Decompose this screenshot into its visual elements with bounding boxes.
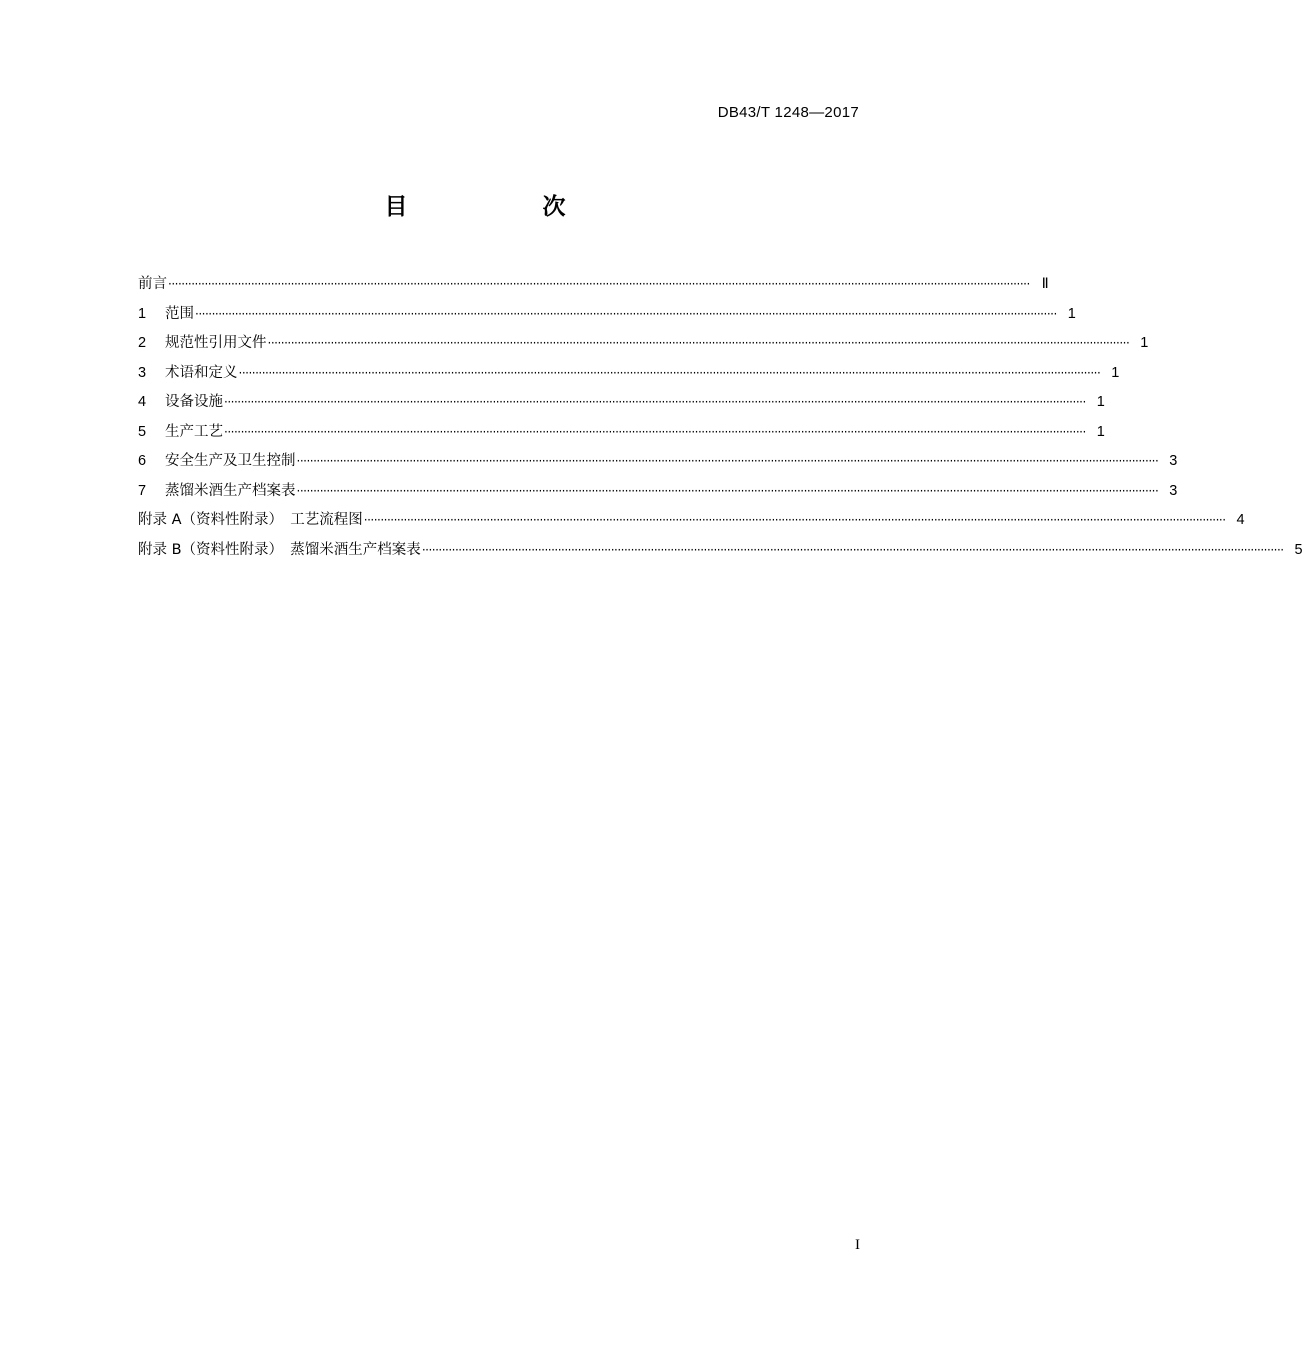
toc-entry-title: 术语和定义 [165, 364, 238, 381]
toc-entry[interactable] [138, 536, 1303, 566]
toc-entry-title: 蒸馏米酒生产档案表 [165, 482, 296, 499]
toc-entry-page: 1 [1111, 364, 1120, 381]
toc-entry[interactable] [138, 506, 1245, 536]
toc-entry-page: 4 [1236, 512, 1245, 528]
toc-entry-page: 1 [1067, 305, 1076, 322]
toc-entry-page: 3 [1169, 453, 1178, 469]
toc-dot-leader: ···································································································································································································································································· [296, 454, 1159, 468]
toc-entry-title: 设备设施 [165, 394, 223, 410]
toc-entry-title: 规范性引用文件 [165, 335, 267, 351]
toc-entry[interactable] [138, 388, 1105, 418]
toc-entry[interactable] [138, 329, 1149, 359]
toc-entry-number: 1 [138, 305, 147, 322]
toc-entry[interactable] [138, 359, 1120, 389]
toc-entry-page: 1 [1096, 394, 1105, 410]
toc-entry-page: Ⅱ [1041, 276, 1049, 292]
table-of-contents [138, 270, 1303, 565]
toc-dot-leader: ···································································································································································································································································· [267, 336, 1130, 350]
toc-dot-leader: ···································································································································································································································································· [421, 542, 1284, 557]
toc-dot-leader: ···································································································································································································································································· [168, 277, 1030, 291]
toc-entry-number: 3 [138, 364, 147, 381]
toc-entry-page: 3 [1169, 482, 1178, 499]
toc-entry[interactable] [138, 418, 1105, 448]
toc-entry-title: 附录 B（资料性附录） 蒸馏米酒生产档案表 [138, 541, 421, 558]
page-number: I [855, 1237, 860, 1253]
toc-entry-title: 前言 [138, 276, 167, 292]
toc-entry-number: 6 [138, 453, 147, 469]
toc-entry-page: 1 [1096, 423, 1105, 440]
toc-entry-number: 7 [138, 482, 147, 499]
toc-entry-number: 2 [138, 335, 147, 351]
toc-dot-leader: ···································································································································································································································································· [224, 395, 1086, 409]
toc-entry[interactable] [138, 300, 1076, 330]
toc-dot-leader: ···································································································································································································································································· [363, 513, 1226, 527]
toc-entry-page: 1 [1140, 335, 1149, 351]
standard-code: DB43/T 1248—2017 [717, 104, 859, 121]
toc-entry-title: 生产工艺 [165, 423, 223, 440]
toc-dot-leader: ···································································································································································································································································· [224, 424, 1086, 439]
toc-entry-title: 安全生产及卫生控制 [165, 453, 296, 469]
toc-entry-number: 4 [138, 394, 147, 410]
toc-dot-leader: ···································································································································································································································································· [195, 306, 1057, 321]
toc-entry-number: 5 [138, 423, 147, 440]
toc-dot-leader: ···································································································································································································································································· [238, 365, 1101, 380]
toc-entry[interactable] [138, 447, 1178, 477]
toc-entry-title: 附录 A（资料性附录） 工艺流程图 [138, 512, 363, 528]
toc-entry[interactable] [138, 477, 1178, 507]
toc-entry[interactable] [138, 270, 1049, 300]
toc-entry-title: 范围 [165, 305, 194, 322]
page-title: 目 次 [384, 194, 622, 220]
toc-dot-leader: ···································································································································································································································································· [296, 483, 1159, 498]
toc-entry-page: 5 [1294, 541, 1303, 558]
